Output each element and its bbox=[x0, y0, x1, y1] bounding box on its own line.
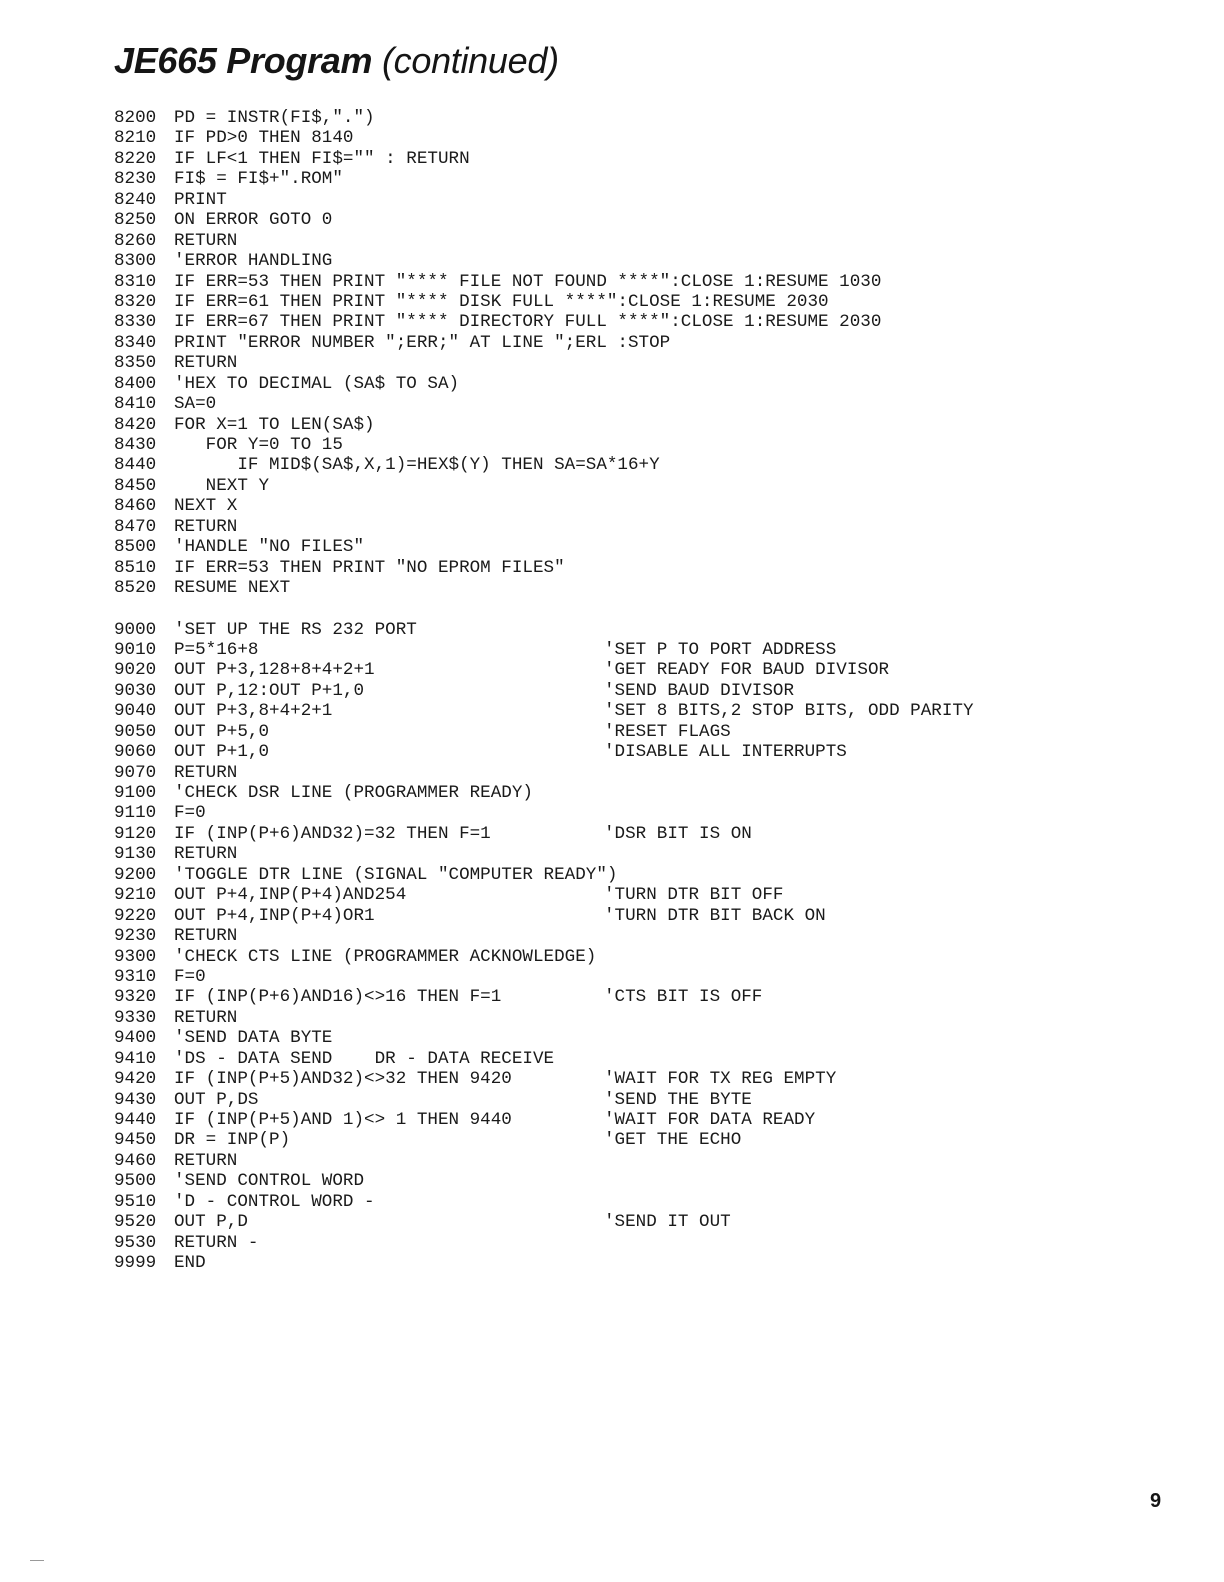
line-number: 8430 bbox=[114, 435, 157, 455]
code-statement: IF ERR=61 THEN PRINT "**** DISK FULL ****":CLOSE 1:RESUME 2030 bbox=[174, 291, 829, 312]
code-line bbox=[114, 128, 881, 148]
code-line bbox=[114, 231, 881, 251]
code-line bbox=[114, 844, 881, 864]
code-statement: IF (INP(P+6)AND32)=32 THEN F=1 bbox=[174, 823, 491, 844]
code-statement: F=0 bbox=[174, 966, 206, 987]
code-statement: RETURN - bbox=[174, 1232, 259, 1253]
code-comment: 'GET THE ECHO bbox=[604, 1130, 742, 1151]
code-statement: F=0 bbox=[174, 803, 206, 824]
line-number: 9030 bbox=[114, 680, 157, 701]
program-listing bbox=[114, 108, 974, 1274]
code-statement: 'HEX TO DECIMAL (SA$ TO SA) bbox=[174, 373, 460, 394]
code-comment: 'WAIT FOR DATA READY bbox=[604, 1110, 816, 1130]
code-line bbox=[114, 1110, 881, 1130]
code-line bbox=[114, 149, 881, 169]
code-line bbox=[114, 496, 881, 516]
code-statement: 'CHECK DSR LINE (PROGRAMMER READY) bbox=[174, 783, 533, 803]
code-statement: OUT P+5,0 bbox=[174, 721, 270, 742]
code-line bbox=[114, 1008, 881, 1028]
line-number: 8330 bbox=[114, 312, 157, 333]
line-number: 9310 bbox=[114, 966, 157, 987]
code-line bbox=[114, 435, 881, 455]
page-title-suffix: (continued) bbox=[381, 40, 559, 81]
code-statement: IF ERR=53 THEN PRINT "**** FILE NOT FOUND ****":CLOSE 1:RESUME 1030 bbox=[174, 271, 882, 292]
line-number: 9130 bbox=[114, 844, 157, 865]
line-number: 9330 bbox=[114, 1007, 157, 1028]
line-number: 8250 bbox=[114, 210, 157, 231]
code-statement: 'SEND DATA BYTE bbox=[174, 1028, 333, 1049]
code-statement: OUT P,DS bbox=[174, 1089, 259, 1110]
code-statement: RETURN bbox=[174, 230, 238, 251]
code-line bbox=[114, 333, 881, 353]
line-number: 9000 bbox=[114, 619, 157, 640]
code-comment: 'SET 8 BITS,2 STOP BITS, ODD PARITY bbox=[604, 701, 974, 722]
line-number: 9440 bbox=[114, 1110, 157, 1130]
line-number: 9460 bbox=[114, 1150, 157, 1171]
code-statement: IF PD>0 THEN 8140 bbox=[174, 128, 354, 149]
line-number: 9320 bbox=[114, 987, 157, 1008]
code-statement: OUT P+3,8+4+2+1 bbox=[174, 701, 333, 722]
code-line bbox=[114, 292, 881, 312]
code-statement: PRINT bbox=[174, 189, 227, 210]
line-number: 9510 bbox=[114, 1191, 157, 1212]
code-comment: 'DSR BIT IS ON bbox=[604, 823, 752, 844]
code-statement: DR = INP(P) bbox=[174, 1130, 291, 1151]
code-statement: OUT P+4,INP(P+4)OR1 bbox=[174, 905, 375, 926]
line-number: 8410 bbox=[114, 394, 157, 415]
page-title bbox=[114, 40, 559, 82]
code-line bbox=[114, 967, 881, 987]
code-statement: OUT P+3,128+8+4+2+1 bbox=[174, 660, 375, 681]
line-number: 9450 bbox=[114, 1130, 157, 1151]
code-line bbox=[114, 742, 881, 762]
code-line bbox=[114, 394, 881, 414]
line-number: 9230 bbox=[114, 926, 157, 947]
code-comment: 'SEND IT OUT bbox=[604, 1212, 731, 1233]
line-number: 8310 bbox=[114, 271, 157, 292]
code-line bbox=[114, 1151, 881, 1171]
line-number: 8260 bbox=[114, 230, 157, 251]
code-line bbox=[114, 1028, 881, 1048]
code-line bbox=[114, 681, 881, 701]
scan-mark bbox=[30, 1560, 44, 1561]
code-comment: 'GET READY FOR BAUD DIVISOR bbox=[604, 660, 890, 681]
line-number: 9050 bbox=[114, 721, 157, 742]
code-statement: OUT P,D bbox=[174, 1212, 248, 1233]
line-number: 9520 bbox=[114, 1212, 157, 1233]
code-line bbox=[114, 1130, 881, 1150]
line-number: 8400 bbox=[114, 373, 157, 394]
code-statement: NEXT Y bbox=[174, 475, 270, 496]
code-statement: 'TOGGLE DTR LINE (SIGNAL "COMPUTER READY") bbox=[174, 864, 618, 885]
line-number: 8240 bbox=[114, 189, 157, 210]
code-statement: ON ERROR GOTO 0 bbox=[174, 210, 333, 231]
line-number: 8220 bbox=[114, 148, 157, 169]
code-comment: 'SEND THE BYTE bbox=[604, 1089, 752, 1110]
code-line bbox=[114, 1090, 881, 1110]
line-number: 9060 bbox=[114, 742, 157, 763]
code-line bbox=[114, 1233, 881, 1253]
code-line bbox=[114, 1171, 881, 1191]
line-number: 9300 bbox=[114, 946, 157, 967]
code-comment: 'SEND BAUD DIVISOR bbox=[604, 680, 795, 701]
code-statement: IF LF<1 THEN FI$="" : RETURN bbox=[174, 148, 470, 169]
code-statement: 'HANDLE "NO FILES" bbox=[174, 537, 365, 558]
page-number: 9 bbox=[1150, 1490, 1162, 1512]
code-line bbox=[114, 517, 881, 537]
code-statement: PRINT "ERROR NUMBER ";ERR;" AT LINE ";ERL :STOP bbox=[174, 332, 671, 353]
code-statement: 'SET UP THE RS 232 PORT bbox=[174, 619, 417, 640]
code-statement: PD = INSTR(FI$,".") bbox=[174, 108, 375, 128]
code-line bbox=[114, 906, 881, 926]
line-number: 9010 bbox=[114, 639, 157, 660]
code-statement: IF ERR=53 THEN PRINT "NO EPROM FILES" bbox=[174, 557, 565, 578]
code-line bbox=[114, 1069, 881, 1089]
line-number: 8510 bbox=[114, 557, 157, 578]
code-comment: 'TURN DTR BIT OFF bbox=[604, 885, 784, 906]
code-line bbox=[114, 455, 881, 475]
code-statement: NEXT X bbox=[174, 496, 238, 517]
code-statement: RETURN bbox=[174, 762, 238, 783]
code-statement: RETURN bbox=[174, 353, 238, 374]
code-line bbox=[114, 415, 881, 435]
line-number: 9110 bbox=[114, 803, 157, 824]
line-number: 8230 bbox=[114, 169, 157, 190]
code-statement: 'CHECK CTS LINE (PROGRAMMER ACKNOWLEDGE) bbox=[174, 946, 597, 967]
code-line bbox=[114, 660, 890, 681]
line-number: 9220 bbox=[114, 905, 157, 926]
code-comment: 'DISABLE ALL INTERRUPTS bbox=[604, 742, 847, 763]
code-line bbox=[114, 885, 881, 905]
line-number: 8340 bbox=[114, 332, 157, 353]
line-number: 9410 bbox=[114, 1048, 157, 1069]
code-line bbox=[114, 353, 881, 373]
line-number: 9999 bbox=[114, 1253, 157, 1274]
line-number: 9070 bbox=[114, 762, 157, 783]
code-comment: 'RESET FLAGS bbox=[604, 721, 731, 742]
code-line bbox=[114, 108, 881, 128]
line-number: 8440 bbox=[114, 455, 157, 476]
code-line bbox=[114, 987, 881, 1007]
code-statement: IF (INP(P+6)AND16)<>16 THEN F=1 bbox=[174, 987, 502, 1008]
code-statement: OUT P,12:OUT P+1,0 bbox=[174, 680, 365, 701]
line-number: 8200 bbox=[114, 108, 157, 128]
code-comment: 'WAIT FOR TX REG EMPTY bbox=[604, 1069, 837, 1090]
line-number: 8450 bbox=[114, 475, 157, 496]
page-title-main: JE665 Program bbox=[114, 40, 373, 81]
code-statement: 'D - CONTROL WORD - bbox=[174, 1191, 375, 1212]
code-line bbox=[114, 640, 881, 660]
code-line bbox=[114, 578, 881, 598]
code-line bbox=[114, 210, 881, 230]
line-number: 9120 bbox=[114, 823, 157, 844]
code-statement: 'SEND CONTROL WORD bbox=[174, 1171, 365, 1192]
line-number: 9530 bbox=[114, 1232, 157, 1253]
code-statement: IF (INP(P+5)AND32)<>32 THEN 9420 bbox=[174, 1069, 512, 1090]
code-line bbox=[114, 722, 881, 742]
code-line bbox=[114, 312, 881, 332]
code-statement: IF ERR=67 THEN PRINT "**** DIRECTORY FULL ****":CLOSE 1:RESUME 2030 bbox=[174, 312, 882, 333]
line-number: 9020 bbox=[114, 660, 157, 681]
code-line bbox=[114, 824, 881, 844]
code-statement: END bbox=[174, 1253, 206, 1274]
line-number: 8320 bbox=[114, 291, 157, 312]
code-line bbox=[114, 701, 974, 722]
line-number: 9500 bbox=[114, 1171, 157, 1192]
code-line bbox=[114, 190, 881, 210]
code-line bbox=[114, 1253, 881, 1273]
code-statement: IF (INP(P+5)AND 1)<> 1 THEN 9440 bbox=[174, 1110, 512, 1130]
code-statement: FI$ = FI$+".ROM" bbox=[174, 169, 343, 190]
code-line bbox=[114, 1212, 881, 1232]
code-statement: RETURN bbox=[174, 1150, 238, 1171]
code-line bbox=[114, 374, 881, 394]
code-line bbox=[114, 537, 881, 557]
code-statement: FOR X=1 TO LEN(SA$) bbox=[174, 414, 375, 435]
code-line bbox=[114, 251, 881, 271]
code-line bbox=[114, 783, 881, 803]
line-number: 8500 bbox=[114, 537, 157, 558]
code-statement: RETURN bbox=[174, 844, 238, 865]
code-line bbox=[114, 1192, 881, 1212]
code-line bbox=[114, 763, 881, 783]
code-line bbox=[114, 1049, 881, 1069]
code-line bbox=[114, 803, 881, 823]
line-number: 8210 bbox=[114, 128, 157, 149]
line-number: 9400 bbox=[114, 1028, 157, 1049]
code-line bbox=[114, 865, 881, 885]
code-line bbox=[114, 558, 881, 578]
code-line bbox=[114, 272, 881, 292]
line-number: 9420 bbox=[114, 1069, 157, 1090]
code-statement: RETURN bbox=[174, 1007, 238, 1028]
code-comment: 'SET P TO PORT ADDRESS bbox=[604, 639, 837, 660]
line-number: 9100 bbox=[114, 783, 157, 803]
line-number: 8470 bbox=[114, 516, 157, 537]
code-statement: RETURN bbox=[174, 926, 238, 947]
code-statement: 'ERROR HANDLING bbox=[174, 251, 333, 272]
code-line bbox=[114, 620, 881, 640]
code-statement: OUT P+4,INP(P+4)AND254 bbox=[174, 885, 407, 906]
code-statement: FOR Y=0 TO 15 bbox=[174, 435, 343, 455]
code-statement: IF MID$(SA$,X,1)=HEX$(Y) THEN SA=SA*16+Y bbox=[174, 455, 660, 476]
code-statement: P=5*16+8 bbox=[174, 639, 259, 660]
code-comment: 'CTS BIT IS OFF bbox=[604, 987, 763, 1008]
line-number: 9210 bbox=[114, 885, 157, 906]
code-line bbox=[114, 169, 881, 189]
line-number: 8460 bbox=[114, 496, 157, 517]
line-number: 8520 bbox=[114, 578, 157, 599]
code-comment: 'TURN DTR BIT BACK ON bbox=[604, 905, 826, 926]
line-number: 9040 bbox=[114, 701, 157, 722]
code-statement: RETURN bbox=[174, 516, 238, 537]
line-number: 8300 bbox=[114, 251, 157, 272]
code-line bbox=[114, 476, 881, 496]
line-number: 9200 bbox=[114, 864, 157, 885]
code-statement: SA=0 bbox=[174, 394, 217, 415]
code-statement: 'DS - DATA SEND DR - DATA RECEIVE bbox=[174, 1048, 555, 1069]
line-number: 9430 bbox=[114, 1089, 157, 1110]
code-line bbox=[114, 947, 881, 967]
code-line bbox=[114, 926, 881, 946]
code-statement: OUT P+1,0 bbox=[174, 742, 270, 763]
line-number: 8350 bbox=[114, 353, 157, 374]
line-number: 8420 bbox=[114, 414, 157, 435]
code-statement: RESUME NEXT bbox=[174, 578, 291, 599]
